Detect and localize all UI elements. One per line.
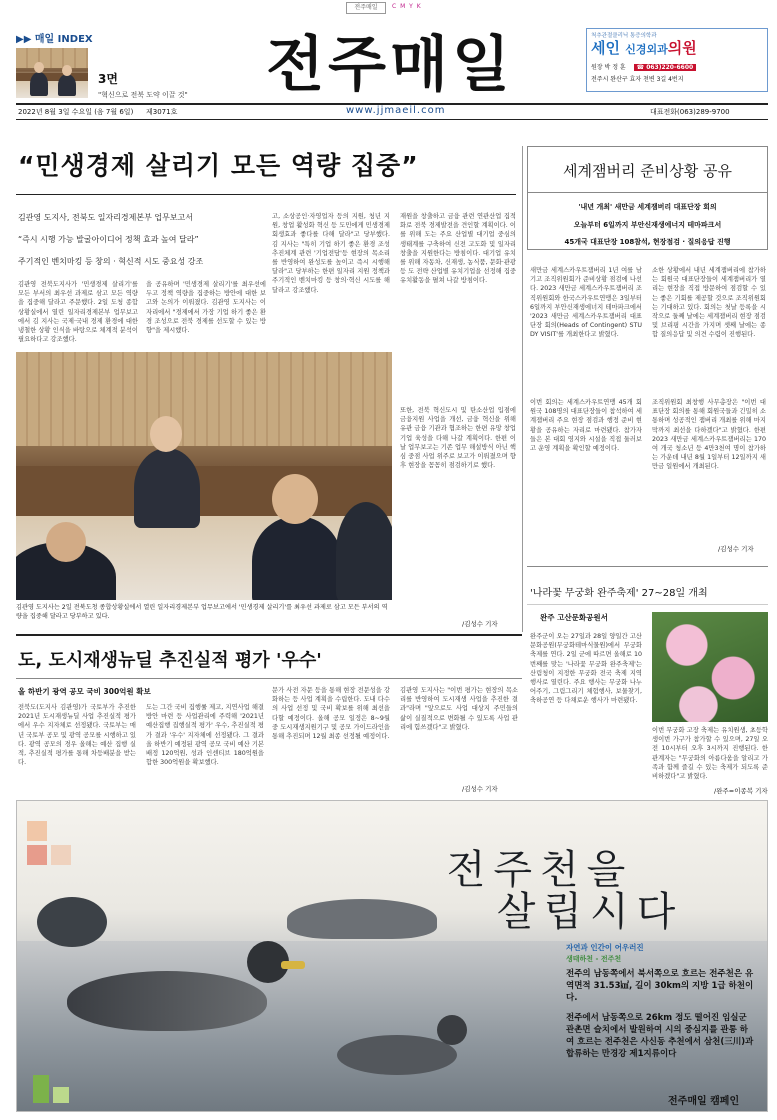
campaign-para1: 전주의 남동쪽에서 북서쪽으로 흐르는 전주천은 유역면적 31.53㎢, 길이 30km의 지방 1급 하천이다.: [566, 969, 754, 1003]
jamboree-sub3: 45개국 대표단장 108참석, 현장점검 · 질의응답 진행: [564, 238, 731, 246]
lead-sub1: 김관영 도지사, 전북도 일자리경제본부 업무보고서: [18, 213, 194, 222]
flower-subhead: 완주 고산문화공원서: [540, 613, 608, 622]
jamboree-sub2: 오늘부터 6일까지 부안신재생에너지 테마파크서: [573, 221, 722, 229]
top-ad: [586, 28, 768, 92]
site-url[interactable]: www.jjmaeil.com: [346, 105, 446, 116]
campaign-tag2: 생태하천 - 전주천: [566, 955, 622, 963]
index-label: ▶▶ 매일 INDEX: [16, 34, 93, 45]
top-tab: 전주매일: [346, 2, 386, 14]
top-ad-tel: ☎ 063)220-6600: [634, 64, 697, 71]
issue-number: 제3071호: [146, 108, 178, 116]
cmyk-marks: C M Y K: [392, 3, 422, 10]
lead-col1: 김관영 전북도지사가 '민생경제 살리기'를 모든 부서의 최우선 과제로 삼고 모든 역량을 집중해 달라고 주문했다. 2일 도청 종합상황실에서 열린 일자리경제본부 업무보고에서 김 지사는 국제·국내 경제 환경에 대한 냉철한 상황 인식을 바탕으로 체계적 분석이 필요하다고 강조했다.: [18, 281, 138, 344]
campaign-ad: [16, 800, 768, 1112]
lead-col2b: 고, 소상공인·자영업자 등의 지원, 청년 지원, 창업 활성화 혁신 등 도민에게 민생경제 회생효과 좋다를 다해 달라"고 당부했다. 김 지사는 "특히 기업 하기 좋은 환경 조성 추진체계 관련 '기업전담'등 현장의 목소리를 반영하여 완성도를 높이고 즉시 시행해 달라"고 당부하는 한편 일자리 지원 정책과 주기적인 벤치마킹 등 창의·혁신 시도를 해달라고 강조했다.: [272, 213, 390, 294]
jamboree-col1b: 이번 회의는 세계스카우트연맹 45개 회원국 108명의 대표단장들이 참석하여 세계잼버리 주요 현장 점검과 행정 준비 현황을 공유하는 자리로 마련됐다. 참가자들은 본 대회 영지와 시설을 직접 둘러보고 운영 계획을 확인할 예정이다.: [530, 399, 642, 453]
jamboree-col1: 새만금 세계스카우트잼버리 1년 여를 남기고 조직위원회가 준비상황 점검에 나선다. 2023 새만금 세계스카우트잼버리 조직위원회와 한국스카우트연맹은 3일부터 6일까지 부안신재생에너지 테마파크에서 '2023 새만금 세계스카우트잼버리 대표단장 회의(Heads of Contingent) STUDY VISIT'를 개최한다고 밝혔다.: [530, 267, 642, 339]
lead-caption: 김관영 도지사는 2일 전북도청 종합상황실에서 열린 일자리경제본부 업무보고에서 '민생경제 살리기'를 최우선 과제로 삼고 모든 부서의 역량을 집중해 달라고 당부하고 있다.: [16, 604, 388, 620]
campaign-sponsor: 전주매일 캠페인: [668, 1096, 740, 1107]
index-box: [16, 30, 216, 110]
urban-col2: 도는 그간 국비 집행률 제고, 지연사업 해결 방안 마련 등 사업관리에 주력해 '2021년 예산집행 집행실적 평가' 우수, 추진실적 평가 결과 '우수' 지자체에 선정됐다. 그 결과 올 하반기 예정된 광역 공모 국비 예산 기본배정 120억원, 성과 인센티브 180억원을 합한 300억원을 확보했다.: [146, 704, 264, 767]
urban-headline: 도, 도시재생뉴딜 추진실적 평가 '우수': [18, 650, 322, 671]
urban-col1: 전북도(도지사 김관영)가 국토부가 추진한 2021년 도시재생뉴딜 사업 추진실적 평가에서 우수 지자체로 선정됐다. 국토부는 매년 국토부 공모 및 광역 공모를 시행하고 있다. 광역 공모의 경우 올해는 예산 집행 실적, 추진실적 평가를 통해 차등배분을 받는다.: [18, 704, 136, 767]
top-ad-line1: 척추관절클리닉 통증의학과: [591, 33, 657, 39]
flower-headline: '나라꽃 무궁화 완주축제' 27~28일 개최: [530, 588, 708, 599]
jamboree-headline: 세계잼버리 준비상황 공유: [563, 162, 732, 180]
date-line: 2022년 8월 3일 수요일 (음 7월 6일): [18, 108, 134, 116]
lead-sub2: “즉시 시행 가능 발굴아이디어 정책 효과 높여 달라”: [18, 235, 199, 244]
jamboree-col2: 소한 상황에서 내년 세계잼버리에 참가하는 회원국 대표단장들이 세계잼버리가 열리는 현장을 직접 방문하여 점검할 수 있는 좋은 기회를 제공할 것으로 조직위원회는 기대하고 있다. 회의는 첫날 등록을 시작으로 둘째 날에는 세계잼버리 현장 점검 및 브리핑 시간을 가지며 셋째 날에는 종합 질의응답 및 의견 수렴이 진행된다.: [652, 267, 766, 339]
campaign-tag1: 자연과 인간이 어우러진: [566, 943, 644, 952]
urban-byline: /김성수 기자: [462, 785, 498, 793]
lead-byline: /김성수 기자: [462, 620, 498, 628]
flower-photo: [652, 612, 768, 722]
jamboree-byline: /김성수 기자: [718, 545, 754, 553]
lead-col3: 재원을 창출하고 금융 관련 연관산업 집적화로 전북 경제발전을 견인할 계획이다. 이를 위해 도는 주요 산업별 대기업 중심의 생태계를 구축하여 신전 고도화 및 일자리 창출을 지원한다는 방침이다. 대기업 유치를 위해 자동차, 신재생, 농식품, 문화·관광 등 도 전략 산업별 유치기업을 선정해 집중 유치활동을 펼쳐 나갈 방침이다.: [400, 213, 516, 285]
campaign-title-1: 전주천을: [446, 847, 634, 893]
flower-byline: /완주=이종복 기자: [714, 787, 768, 795]
top-ad-director: 원장 박 정 훈 ☎ 063)220-6600: [591, 62, 763, 71]
jamboree-sub1: '내년 개최' 새만금 세계잼버리 대표단장 회의: [578, 203, 717, 211]
top-ad-name: 세인 신경외과의원: [591, 39, 697, 57]
masthead-title: 전주매일: [266, 30, 514, 100]
flower-body-b: 이번 무궁화 고장 축제는 유치원생, 초등학생이번 가구가 참가할 수 있으며, 27일 오전 10시부터 오후 3시까지 진행된다. 한 관계자는 "무궁화의 아름다움을 알리고 가족과 함께 즐길 수 있는 축제가 되도록 준비하겠다"고 밝혔다.: [652, 727, 768, 781]
top-ad-address: 전주시 완산구 효자 천변 3길 4번지: [591, 76, 684, 83]
arrow-icon: ▶▶: [16, 34, 35, 45]
lead-col2: 을 공유하며 '민생경제 살리기'를 최우선에 두고 정책 역량을 집중하는 방안에 대한 보고와 논의가 이뤄졌다. 김관영 도지사는 이 자리에서 "경제에서 가장 기업 하기 좋은 환경 조성으로 전북 경제를 선도할 수 있는 방향"을 제시했다.: [146, 281, 266, 335]
main-phone: 대표전화(063)289-9700: [650, 108, 730, 116]
campaign-title-2: 살립시다: [496, 889, 684, 935]
urban-col4: 김관영 도지사는 "이번 평가는 현장의 목소리를 반영하여 도시재생 사업을 추진한 결과"라며 "앞으로도 사업 대상지 주민들의 삶이 실질적으로 변화될 수 있도록 사업 관리에 힘쓰겠다"고 밝혔다.: [400, 687, 518, 731]
campaign-para2: 전주에서 남동쪽으로 26km 정도 떨어진 임실군 관촌면 슬치에서 발원하여 시의 중심지를 관통 하여 흐르는 전주천은 사신동 추천에서 삼천(三川)과 합류하는 만경강 제1지류이다: [566, 1013, 754, 1059]
index-page: 3면: [98, 72, 118, 86]
index-photo: [16, 48, 88, 98]
urban-subhead: 올 하반기 광역 공모 국비 300억원 확보: [18, 687, 151, 696]
lead-col3b: 또한, 전북 혁신도시 및 탄소산업 입점에 금융지원 사업을 개선, 금융 혁신을 위해 유관 금융 기관과 협조하는 한편 유망 창업 기업 육성을 다해 나갈 계획이다. 한편 이날 업무보고는 기존 업무 해설방식 아닌 핵심 중점 사업 위주로 보고가 이뤄졌으며 향후 현장을 꼼꼼히 점검하기로 했다.: [400, 407, 516, 470]
lead-headline: “민생경제 살리기 모든 역량 집중”: [18, 151, 419, 180]
urban-col3: 문가 사전 자문 등을 통해 현장 전문성을 강화하는 등 사업 계획을 수립한다. 도내 다수의 사업 선정 및 국비 확보를 위해 최선을 다할 예정이다. 올해 공모 일정은 8~9월 중 도시재생지원기구 및 공모 가이드라인을 통해 추진되며 12월 최종 선정될 예정이다.: [272, 687, 390, 741]
lead-sub3: 주기적인 벤치마킹 등 창의 · 혁신적 시도 중요성 강조: [18, 257, 204, 266]
index-teaser: "혁신으로 전북 도약 이끌 것": [98, 91, 188, 99]
flower-body: 완주군이 오는 27일과 28일 양일간 고산문화공원(무궁화테마식물원)에서 무궁화 축제를 연다. 2일 군에 따르면 올해로 10번째를 맞는 '나라꽃 무궁화 완주축제'는 산림청이 지정한 무궁화 전국 축제 지역행사로 열린다. 주요 행사는 무궁화 나누어주기, 그림그리기 체험행사, 보물찾기, 축하공연 등 다채로운 행사가 마련됐다.: [530, 633, 642, 705]
jamboree-col2b: 조직위원회 최창행 사무총장은 "이번 대표단장 회의를 통해 회원국들과 긴밀히 소통하며 성공적인 잼버리 개최를 위해 마지막까지 최선을 다하겠다"고 밝혔다. 한편 2023 새만금 세계스카우트잼버리는 170여 개국 청소년 등 4만3천여 명이 참가하는 가운데 내년 8월 1일부터 12일까지 새만금 일원에서 개최된다.: [652, 399, 766, 471]
lead-photo: [16, 352, 392, 600]
